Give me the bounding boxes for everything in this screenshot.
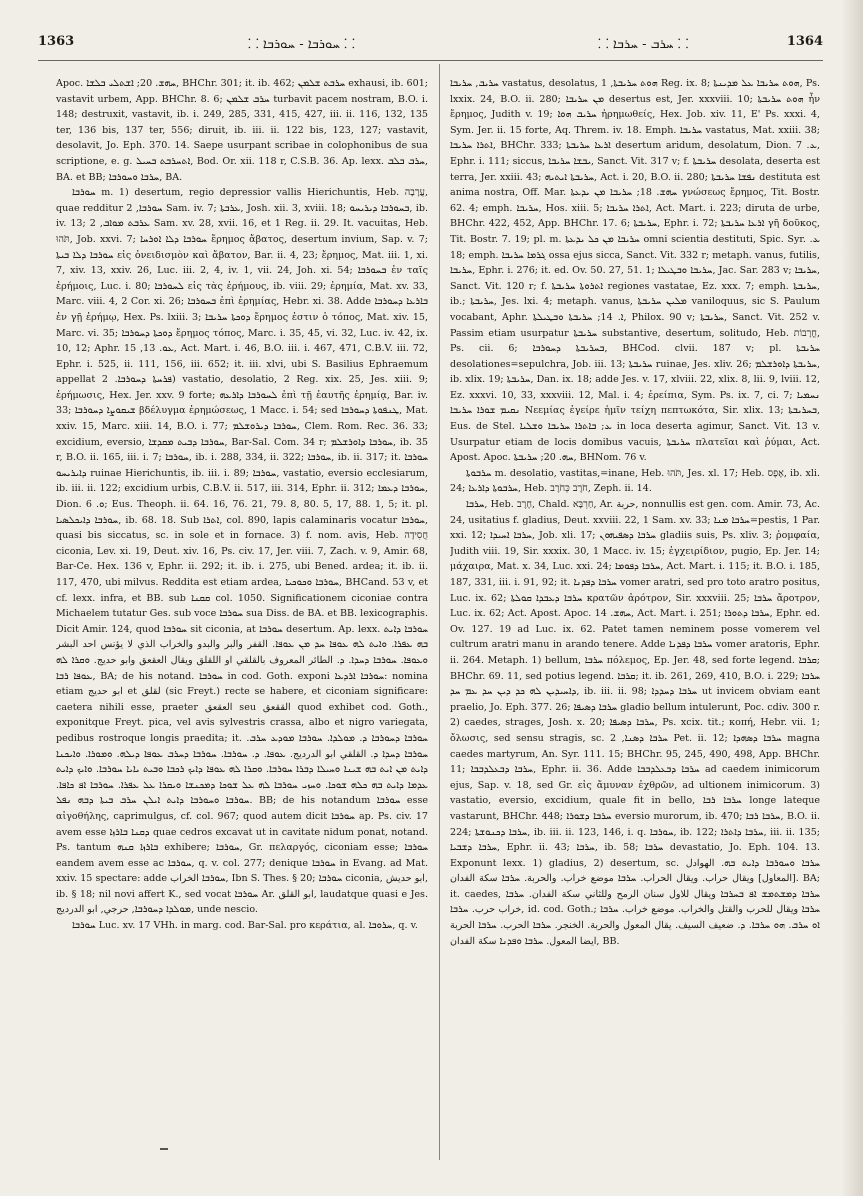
page-number-left: 1363 (38, 34, 75, 49)
page-header (38, 34, 823, 60)
entry-paragraph: ܚܪܒܘܬܐ m. desolatio, vastitas,=inane, Heb. תֹּהוּ, Jes. xl. 17; Heb. אֶפֶס, ib. xli. 24; ܚܪܒܘܬܐ ܕܐܪܥܐ, Heb. חֹרֶב כְּחֹרֶב, Zeph. ii. 14. (450, 467, 820, 495)
entry-paragraph: ܚܘܪܒܐ m. 1) desertum, regio depressior vallis Hierichuntis, Heb. עֲרָבָה, quae redditur ܚܘܪܒܐ, 2 Sam. iv. 7; ܥܪܒܬܐ, Josh. xii. 3, xviii. 18; ܒܚܘܪܒܐ ܕܝܪܝܚܘ, ib. iv. 13; ܥܪܒܬ ܡܘܐܒ, 2 Sam. xv. 28, xvii. 16, et 1 Reg. ii. 29. It. vacuitas, Heb. תֹּהוּ, Job. xxvi. 7; ܚܘܪܒܐ ܕܠܐ ܐܘܪܚܐ ἔρημος ἄβατος, desertum invium, Sap. v. 7; ܚܘܪܒܐ ܕܠܐ ܒܝܬܐ εἰς ὀνειδισμὸν καὶ ἄβατον, Bar. ii. 4, 23; ἔρημος, Mat. iii. 1, xi. 7, xiv. 13, xxiv. 26, Luc. iii. 2, 4, iv. 1, vii. 24, Joh. xi. 54; ܒܚܘܪܒܐ ἐν ταῖς ἐρήμοις, Luc. i. 80; ܠܚܘܪܒܐ εἰς τὰς ἐρήμους, ib. viii. 29; ἐρημία, Mat. xv. 33, Marc. viii. 4, 2 Cor. xi. 26; ܒܚܘܪܒܐ ἐπὶ ἐρημίας, Hebr. xi. 38. Adde ܒܐܪܥܐ ܕܚܘܪܒܐ ἐν γῇ ἐρήμῳ, Hex. Ps. lxiii. 3; ܕܘܟܬܐ ܚܪܝܒܐ ἔρημος ἐστιν ὁ τόπος, Mat. xiv. 15, Marc. vi. 35; ܕܘܟܬܐ ܕܚܘܪܒܐ ἔρημος τόπος, Marc. i. 35, 45, vi. 32, Luc. iv. 42, ix. 10, 12; Aphr. ܥܘ. 13, 15, Act. Mart. i. 46, B.O. iii. i. 467, 471, C.B.V. iii. 72, Ephr. i. 525, ii. 111, 156, iii. 652; it. iii. xlvi, ubi S. Basilius Ephraemum appellat ܦܪܚܬܐ ܕܚܘܪܒܐ. 2) vastatio, desolatio, 2 Reg. xix. 25, Jes. xiii. 9; ἐρήμωσις, Hex. Jer. xxv. 9 forte; ܠܚܘܪܒܐ ܕܐܪܥܗ ἐπὶ τῇ ἐαυτῆς ἐρημίᾳ, Bar. iv. 33; ܫܝܩܘܨܐ ܕܚܘܪܒܐ βδέλυγμα ἐρημώσεως, 1 Macc. i. 54; sed ܛܢܦܘܬܐ ܕܚܘܪܒܐ, Mat. xxiv. 15, Marc. xiii. 14, B.O. i. 77; ܚܘܪܒܐ ܕܝܪܘܫܠܡ, Clem. Rom. Rec. 36. 33; excidium, eversio, ܚܘܪܒܐ ܕܒܝܬ ܡܩܕܫܐ, Bar-Sal. Com. 34 r; ܚܘܪܒܐ ܕܐܘܪܫܠܡ, ib. 35 r, B.O. ii. 165, iii. i. 7; ܚܘܪܒܐ, ib. i. 288, 334, ii. 322; ܚܘܪܒܐ, ib. ii. 317; it. ܚܘܪܒܐ ܕܐܝܪܝܚܘ ruinae Hierichuntis, ib. iii. i. 89; ܚܘܪܒܐ, vastatio, eversio ecclesiarum, ib. iii. ii. 122; excidium urbis, C.B.V. ii. 517, iii. 314, Ephr. ii. 312; ܚܘܪܒܐ ܕܥܡܐ, Dion. ܘ. 6; Eus. Theoph. ii. 64. 16, 76. 21, 79. 8, 80. 5, 17, 88. 1, 5; it. pl. ܚܘܪܒܐ ܕܐܝܟܠܣܝܐ, ib. 68. 18. Sub ܐܬܪܐ, col. 890, lapis calaminaris vocatur ܚܘܪܒܐ, quasi bis siccatus, sc. in sole et in fornace. 3) f. nom. avis, Heb. חֲסִידָה ciconia, Lev. xi. 19, Deut. xiv. 16, Ps. civ. 17, Jer. viii. 7, Zach. v. 9, Amir. 68, Bar-Ce. Hex. 136 v, Ephr. ii. 292; it. ib. i. 275, ubi Bened. ardea; it. ib. ii. 117, 470, ubi milvus. Reddita est etiam ardea, ܚܘܪܒܐ ܘܟܘܟܝܐ, BHCand. 53 v, et cf. lexx. infra, et BB. sub ܩܩܢܐ col. 1050. Significationem ciconiae contra Michaelem tutatur Ges. sub voce ܚܘܪܒܐ sua Diss. de BA. et BB. lexicographis. Dicit Amir. 124, quod ܚܘܪܒܐ sit ciconia, at ܚܘܪܒܐ desertum. Ap. lexx. ܚܘܪܒܐ ܕܐܝܬ ܒܗ ܥܦܪܐ. ܘܐܝܬ ܠܗ ܥܘܦܐ ܚܕ ܡܢ ܥܘܦܐ. القفر والبر والبدو والخراب الذي لا يؤنس احد البشر ܘܥܘܦܐ. ܚܘܪܒܐ ܕܚܕܐ. ܕ. الطائر المعروف بالقلقي او اللقلق ويقال العقعق وابو حديج. ܘܩܪܐ ܠܗ ܥܘܦܐ ܪܒܐ, BA; de his notand. ܚܘܪܒܐ in cod. Goth. exponi ܚܘܪܒܐ ܐܪܕܥܐ: nomina etiam ابو حديج et لقلق (sic Freyt.) recte se habere, et ciconiam significare: caetera nihili esse, praeter العقعق seu الققعق quod exhibet cod. Goth., exponitque Freyt. pica, vel avis sylvestris crassa, albo et nigro variegata, pedibus rostroque longis praedita; it. ܚܘܪܒܐ ܕܚܘܪܒܐ ܕ. ܡܘܠܕܐ. ܚܘܪܒܐ ܡܘܕܥ ܚܪܒ. ܚܘܪܒܐ ܕܚܕܐ ܕ. القلقي ابو الدرديج. ܥܘܦܐ. ܕ. ܚܘܪܒܐ. ܚܘܪܒܐ ܕܚܪܒ ܥܘܦܐ ܕܝܠܗ. ܘܡܘܪܐ. ܘܐܝܟܢܐ ܕܐܝܬ ܡܢ ܐܝܬ ܒܗ ܫܝܢܐ ܘܚܝܠܐ ܕܒܪܐ ܚܘܪܒܐ. ܘܩܪܐ ܠܗ ܥܘܦܐ ܕܐܝܟ ܪܟܒܐ ܘܒܝܬ ܝܐܝܐ ܚܘܪܒܐ. ܘܐܝܟ ܕܐܝܬ ܥܕܡܐ ܕܐܝܬ ܒܗ ܟܠܗ ܫܘܟܐ. ܘܚܙܝ ܚܘܪܒܐ ܠܗ ܥܠ ܫܘܟܐ ܕܡܟܢܫܐ ܘܝܩܪܐ ܥܠ ܥܦܪܐ. ܚܘܪܒܐ ܐܦ ܟܐܦܐ. ܚܘܪܒܐ ܘܚܘܪܒܐ ܕܐܝܬ ܐܝܠܢ ܚܪܒ ܒܝܬܐ ܕܒܗ ܢܦܠ. BB; de his notandum ܚܘܪܒܐ esse αἰγοθήλης, caprimulgus, cf. col. 967; quod autem dicit ܚܘܪܒܐ ap. Ps. civ. 17 avem esse ܕܩܢܐ ܒܐܪܙܐ quae cedros excavat ut in cavitate nidum ponat, notand. Ps. tantum ܒܐܪܙܐ ܩܢܗ exhibere; ܚܘܪܒܐ, Gr. πελαργός, ciconiam esse; ܚܘܪܒܐ eandem avem esse ac ܚܘܪܒܐ, q. v. col. 277; denique ܚܘܪܒܐ in Evang. ad Mat. xxiv. 15 spectare: adde ܚܘܪܒܐ الخراب, Ibn S. Thes. § 20; ܚܘܪܒܐ ciconia, ابو حديش, ib. § 18; nil novi affert K., sed vocat ܚܘܪܒܐ Ar. ابو القلق, laudatque quasi e Jes. ܡܘܠܕܐ ܕܚܘܪܒܐ, حرجي, ابو الدرديج, unde nescio. (56, 187, 428, 916)
right-column (450, 76, 820, 1160)
entry-paragraph: Apoc. ܚܗܫ. 20; ܐܫܬܠܝ ܒܠܫܐ, BHChr. 301; it. ib. 462; ܚܪܒܬ ܫܠܡܢ exhausi, ib. 601; vastavit urbem, App. BHChr. 8. 6; ܚܪܒ ܫܠܡܢ turbavit pacem nostram, B.O. i. 148; destruxit, vastavit, ib. i. 249, 285, 331, 415, 427, iii. ii. 116, 132, 135 ter, 136 bis, 137 ter, 556; diruit, ib. iii. ii. 122 bis, 123, 127; vastavit, desolavit, Jo. Eph. 370. 14. Saepe usurpant scribae in colophonibus de sua scriptione, e. g. ܐܬܚܪܒܬ ܒܚܝܠ, Bod. Or. xii. 118 r, C.S.B. 36. Ap. lexx. ܚܪܒ ܒܠܒ, BA. et BB; ܚܪܒܐ ܘܚܘܪܒܐ, BA. (56, 78, 428, 183)
entry-paragraph: ܚܪܒܐ, Heb. חֶרֶב, Chald. חַרְבָּא, Ar. حربة, nonnullis est gen. com. Amir. 73, Ac. 24, usitatius f. gladius, Deut. xxviii. 22, 1 Sam. xv. 33; ܚܪܒܐ ܡܢܐ=pestis, 1 Par. xxi. 12; ܚܪܒܐ ܐܚܝܕܐ, Job. xli. 17; ܚܪܒܐ ܕܣܦܝܗܘܢ gladiis suis, Ps. xliv. 3; ῥομφαία, Judith viii. 19, Sir. xxxix. 30, 1 Macc. iv. 15; ἐγχειρίδιον, pugio, Ep. Jer. 14; μάχαιρα, Mat. x. 34, Luc. xxi. 24; ܚܪܒܐ ܕܦܘܡܐ, Act. Mart. i. 115; it. B.O. i. 185, 187, 331, iii. i. 91, 92; it. ܚܪܒܐ ܕܦܕܢܐ vomer aratri, sed pro toto aratro positus, Luc. ix. 62; ܚܪܒܐ ܕܥܒܕܐ ܩܘܠܬܐ κρατῶν ἀρότρον, Sir. xxxviii. 25; ܚܪܒܐ ἄροτρον, Luc. ix. 62; Act. Apost. Apoc. ܚܗܫ. 14, Act. Mart. i. 251; ܚܪܒܐ ܕܬܘܪܐ, Ephr. ed. Ov. 127. 19 ad Luc. ix. 62. Patet tamen neminem posse vomerem vel cultrum aratri manu in arando tenere. Adde ܚܪܒܐ ܕܦܕܢܐ vomer aratoris, Ephr. ii. 264. Metaph. 1) bellum, ܚܪܒܐ πόλεμος, Ep. Jer. 48, sed forte legend. ܩܪܒܐ; BHChr. 69. 11, sed potius legend. ܩܪܒܐ; it. ib. 261, 269, 410, B.O. i. 229; ܚܪܒܐ ܕܐܚܝܕܝܢ ܠܗ ܟܕ ܕܝܢ ܚܕ ܥܡ ܚܕ, ib. iii. ii. 98; ܚܪܒܐ ܕܚܕܕܐ ut invicem obviam eant praelio, Jo. Eph. 377. 26; ܚܪܒܐ ܕܣܝܦܐ gladio bellum intulerunt, Poc. cdiv. 300 r. 2) caedes, strages, Josh. x. 20; ܚܪܒܐ ܕܣܝܦܐ, Ps. xcix. tit.; κοπή, Hebr. vii. 1; ὄλωσις, sed sensu stragis, sc. ܚܪܒܐ ܕܣܢܐ, 2 Pet. ii. 12; ܚܪܒܐ ܕܣܗܕܐ magna caedes martyrum, An. Syr. 111. 15; BHChr. 95, 245, 490, 498, App. BHChr. 11; ܚܪܒܐ ܕܒܥܠܕܒܒܐ, Ephr. ii. 36. Adde ܚܪܒܐ ܕܒܥܠܕܒܒܐ ad caedem inimicorum ejus, Sap. v. 18, sed Gr. εἰς ἄμυναν ἐχθρῶν, ad ultionem inimicorum. 3) vastatio, eversio, excidium, quale fit in bello, ܚܪܒܐ ܪܒܐ longe lateque vastarunt, BHChr. 448; ܚܪܒܐ ܕܫܘܪܐ eversio murorum, ib. 470; ܚܪܒܐ ܪܒܐ, B.O. ii. 224; ܚܪܒܐ ܕܟܢܘܫܬܐ, ib. iii. ii. 123, 146, i. q. ܚܘܪܒܐ, ib. 122; ܚܪܒܐ ܕܐܬܪܐ, iii. ii. 135; ܚܪܒܐ ܕܫܒܝܐ, Ephr. ii. 43; ܚܪܒܐ, ib. 58; ܚܪܒܐ devastatio, Jo. Eph. 104. 13. Exponunt lexx. 1) gladius, 2) desertum, sc. ܚܪܒܐ ܘܚܘܪܒܐ ܕܐܝܬ ܒܗ. الهوادل [المعاول] ويقال حراب. ويقال الحراب. ܚܪܒܐ موضع خراب. والحربة. ܚܪܒܐ سكة الفدان. BA; it. caedes, ܚܪܒܐ ܕܡܫܬܡܫ ܐܦ ܒܚܪܒܐ ويقال للاول سنان الرمح وللثاني سكة الفدان. ܚܪܒܐ خراب حرب. ܚܪܒܐ, id. cod. Goth.; ܚܪܒܐ ويقال للحرب والقتل والخراب. موضع خراب. ܚܪܒܐ ܐܘ ܚܪܒ. ܗܘ ܚܪܒܐ. ܕ. ضعيف السيف. يقال المعول والحربة. الخنجر. ܚܪܒܐ الحرب. ܚܪܒܐ الحربة ايضا المعول. ܚܪܒܐ ܘܦܕܢܐ سكة الفدان, BB. (450, 499, 820, 947)
running-head-right: ⸬ ܚܪܒ - ܚܪܒܐ ⸬ (598, 37, 689, 52)
entry-paragraph: ܚܘܪܒܐ Luc. xv. 17 VHh. in marg. cod. Bar-Sal. pro κεράτια, al. ܚܪܘܒܐ, q. v. (72, 920, 418, 932)
page-number-right: 1364 (786, 34, 823, 49)
footer-mark (160, 1148, 168, 1150)
running-head-left: ⸬ ܚܘܪܒܐ - ܚܘܪܒܐ ⸬ (248, 37, 355, 52)
page-edge-shadow (841, 0, 863, 1196)
column-divider (439, 64, 440, 1160)
entry-paragraph: ܚܪܝܒ, ܚܪܝܒܐ vastatus, desolatus, ܗܘܬ ܚܪܝܒܬܐ, 1 Reg. ix. 8; ܗܘܬ ܚܪܝܒܐ ܥܠ ܡܕܝܢܬܐ, Ps. lxxix. 24, B.O. ii. 280; ܡܢ ܚܪܝܒܐ desertus est, Jer. xxxviii. 10; ܗܘܬ ܚܪܝܒܬܐ ἦν ἔρημος, Judith v. 19; ܚܪܝܒ ܗܘܐ ἠρημωθείς, Hex. Job. xiv. 11, E' Ps. xxxi. 4, Sym. Jer. ii. 15 forte, Aq. Threm. iv. 18. Emph. ܚܪܝܒܐ vastatus, Mat. xxiii. 38; ܐܬܪܐ ܚܪܝܒܐ, BHChr. 333; ܐܪܥܐ ܚܪܝܒܬܐ desertum aridum, desolatum, Dion. ܥ. 7, Ephr. i. 111; siccus, ܝܒܫܐ ܚܪܝܒܐ, Sanct. Vit. 317 v; f. ܚܪܝܒܬܐ desolata, deserta est terra, Jer. xxiii. 43; ܚܪܝܒܬܐ ܐܝܬܝܗ, Act. i. 20, B.O. ii. 280; ܢܦܫܐ ܚܪܝܒܬܐ destituta est anima nostra, Off. Mar. ܚܗܫ. 18; ܚܪܝܒܐ ܡܢ ܝܕܥܬܐ γνώσεως ἔρημος, Tit. Bostr. 62. 4; emph. ܚܪܝܒܐ, Hos. xiii. 5; ܐܬܪܐ ܚܪܝܒܐ, Act. Mart. i. 223; diruta de urbe, BHChr. 422, 452, App. BHChr. 17. 6; ܚܪܝܒܬܐ, Ephr. i. 72; ܐܪܥܐ ܚܪܝܒܬܐ γῆ δοῦκος, Tit. Bostr. 7. 19; pl. m. ܚܪܝܒܐ ܡܢ ܟܠ ܝܕܥܬܐ omni scientia destituti, Spic. Syr. ܥ. 18; emph. ܓܪܡܐ ܚܪܝܒܐ ossa ejus sicca, Sanct. Vit. 332 r; metaph. vanus, futilis, ܚܪܝܒܐ, Ephr. i. 276; it. ed. Ov. 50. 27, 51. 1; ܚܪܝܒܐ ܘܒܛܝܠܐ, Jac. Sar. 283 v; ܚܪܝܒܐ, Sanct. Vit. 120 r; f. ܐܬܪܘܬܐ ܚܪܝܒܬܐ regiones vastatae, Ez. xxx. 7; emph. ܚܪܝܒܬܐ, ib.; ܚܪܝܒܬܐ, Jes. lxi. 4; metaph. vanus, ܡܠܝܢ ܚܪܝܒܬܐ vaniloquus, sic S. Paulum vocabant, Aphr. ܐ. 14; ܚܪܝܒܬܐ ܘܒܛܝܠܬܐ, Philox. 90 v; ܚܪܝܒܬܐ, Sanct. Vit. 252 v. Passim etiam usurpatur ܚܪܝܒܬܐ substantive, desertum, solitudo, Heb. חֳרָבוֹת, Ps. cii. 6; ܒܚܪܝܒܬܐ ܕܚܘܪܒܐ, BHCod. clvii. 187 v; pl. ܚܪܝܒܬܐ desolationes=sepulchra, Job. iii. 13; ܚܪܝܒܬܐ ruinae, Jes. xliv. 26; ܚܪܝܒܬܐ ܕܐܘܪܫܠܡ, ib. xlix. 19; ܚܪܝܒܬܐ, Dan. ix. 18; adde Jes. v. 17, xlviii. 22, xlix. 8, lii. 9, lviii. 12, Ez. xxxvi. 10, 33, xxxviii. 12, Mal. i. 4; ἐρείπια, Sym. Ps. ix. 7, ci. 7; ܢܚܡܝܐ ܢܩܝܡ ܫܘܪܐ ܚܪܝܒܐ Νεεμίας ἐγείρε ἡμῖν τείχη πεπτωκότα, Sir. xlix. 13; ܒܚܪܝܒܬܐ, Eus. de Stel. ܥ; ܒܐܬܪܐ ܚܪܝܒܐ ܘܫܠܝܐ in loca deserta agimur, Sanct. Vit. 13 v. Usurpatur etiam de locis domibus vacuis, ܚܪܝܒܬܐ πλατεῖαι καὶ ῥύμαι, Act. Apost. Apoc. ܚܗ. 20; ܚܪܝܒܬܐ, BHNom. 76 v. (450, 78, 820, 464)
header-rule (38, 60, 823, 61)
left-column (56, 76, 428, 1160)
